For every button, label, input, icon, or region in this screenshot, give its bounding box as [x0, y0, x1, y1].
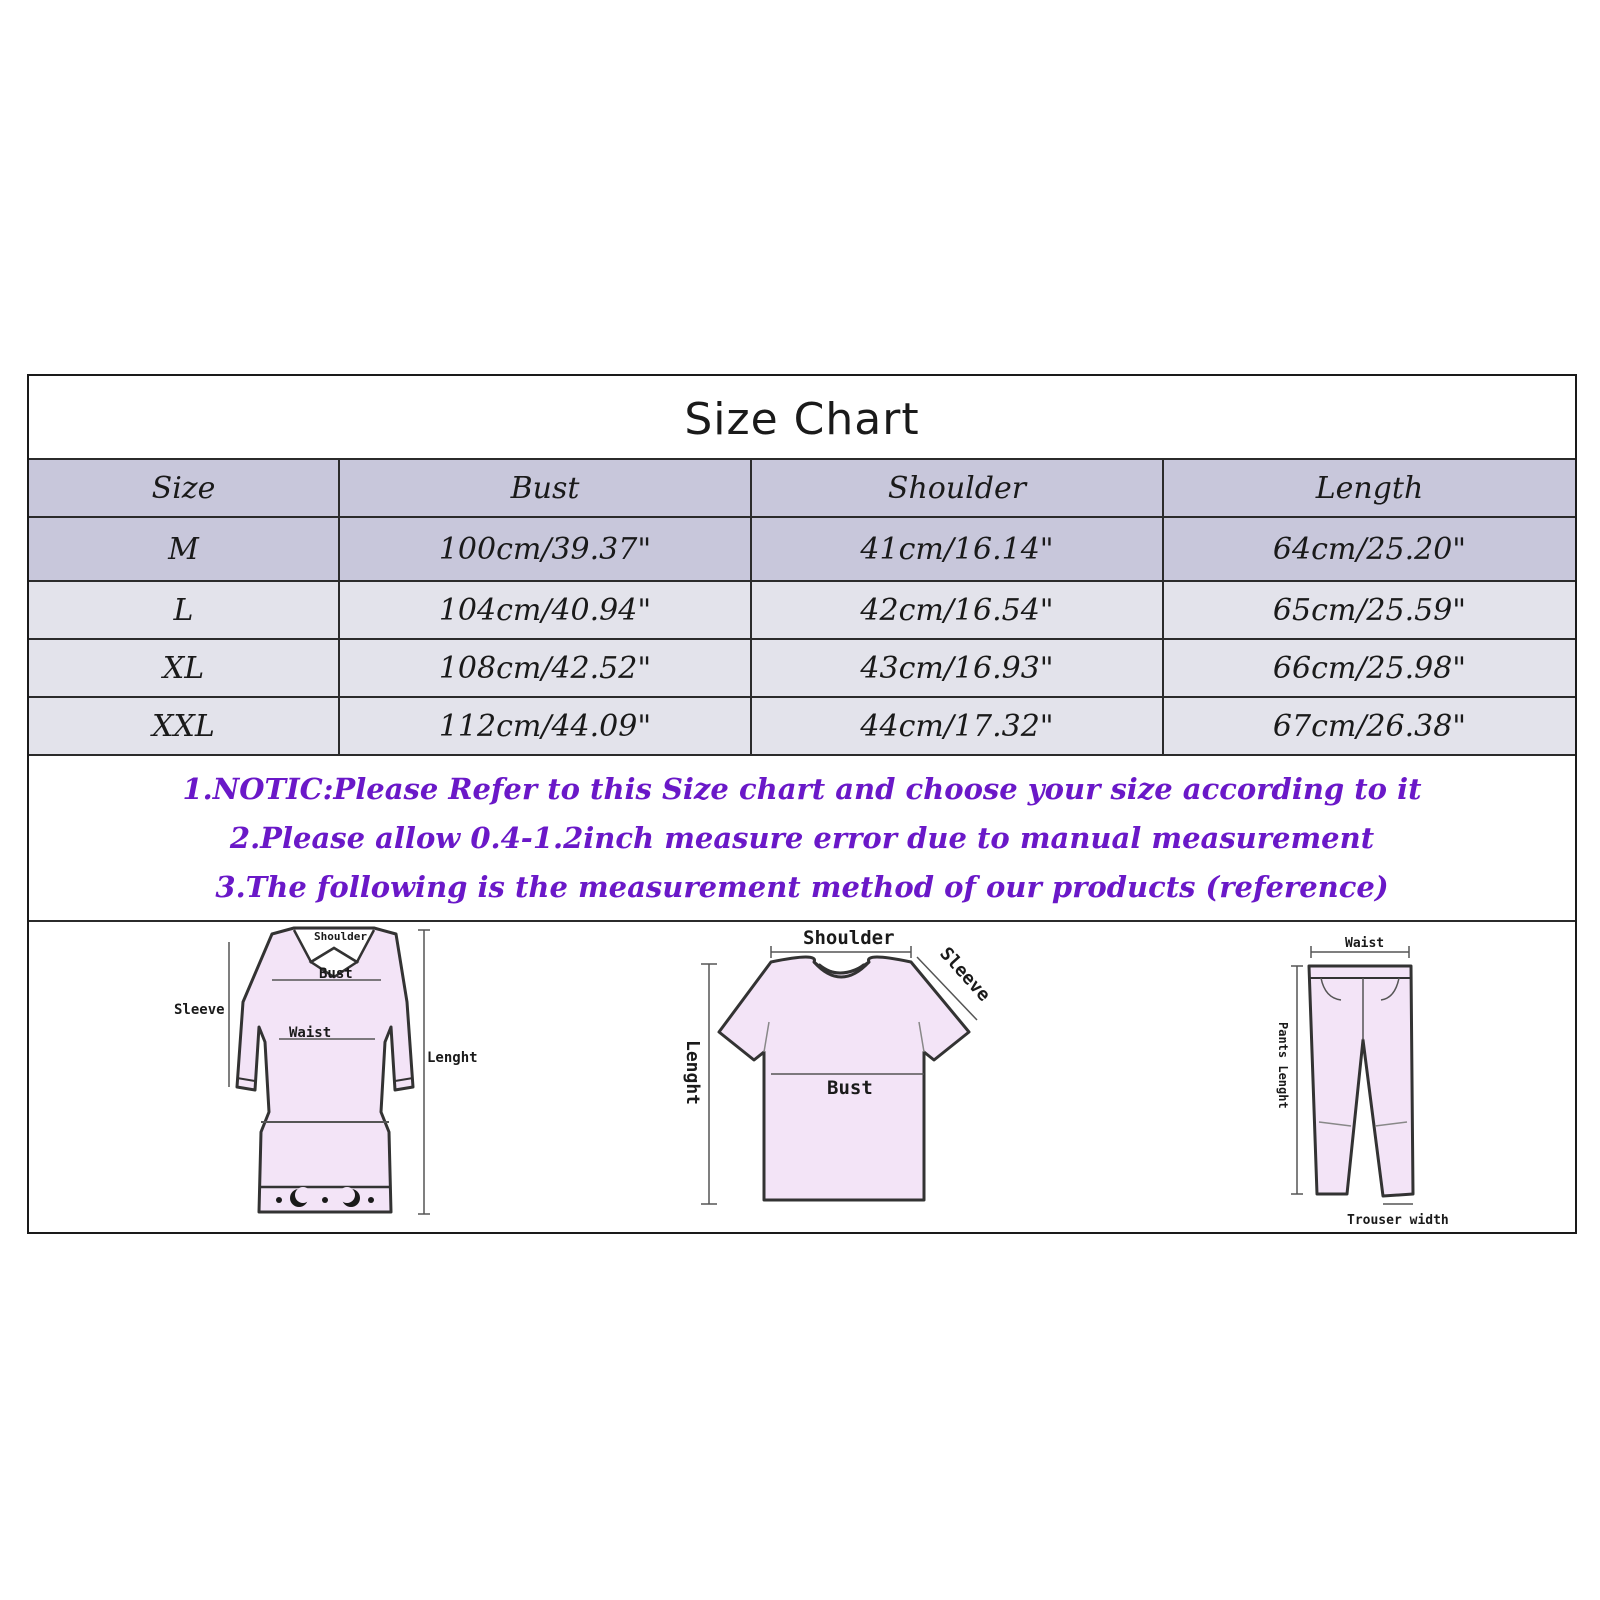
cell-bust: 104cm/40.94" [339, 581, 751, 639]
table-row [29, 639, 1575, 697]
cell-shoulder: 44cm/17.32" [751, 697, 1163, 755]
notes-section [29, 756, 1575, 922]
dress-bust-label: Bust [319, 966, 353, 982]
pants-trouser-width-label: Trouser width [1347, 1213, 1449, 1228]
dress-shoulder-label: Shoulder [314, 930, 367, 943]
pants-figure [1276, 936, 1449, 1228]
tshirt-sleeve-label: Sleeve [935, 943, 995, 1006]
tshirt-shoulder-label: Shoulder [803, 927, 895, 949]
cell-length: 67cm/26.38" [1163, 697, 1575, 755]
table-row [29, 517, 1575, 581]
table-row [29, 581, 1575, 639]
page-title: Size Chart [684, 394, 920, 445]
measurement-figures [29, 922, 1575, 1232]
tshirt-length-label: Lenght [682, 1040, 703, 1106]
cell-size: M [29, 517, 339, 581]
dress-figure [174, 928, 478, 1214]
measurement-figures-svg [29, 922, 1575, 1232]
cell-length: 66cm/25.98" [1163, 639, 1575, 697]
note-3: 3.The following is the measurement method of our products (reference) [215, 869, 1389, 904]
header-bust: Bust [339, 459, 751, 517]
note-1: 1.NOTIC:Please Refer to this Size chart and choose your size according to it [182, 771, 1422, 806]
dress-waist-label: Waist [289, 1025, 332, 1041]
cell-bust: 112cm/44.09" [339, 697, 751, 755]
table-header-row [29, 459, 1575, 517]
tshirt-bust-label: Bust [827, 1077, 873, 1099]
dress-sleeve-label: Sleeve [174, 1002, 225, 1018]
dress-length-label: Lenght [427, 1050, 478, 1066]
header-size: Size [29, 459, 339, 517]
cell-shoulder: 41cm/16.14" [751, 517, 1163, 581]
cell-size: XL [29, 639, 339, 697]
header-length: Length [1163, 459, 1575, 517]
cell-shoulder: 42cm/16.54" [751, 581, 1163, 639]
note-2: 2.Please allow 0.4-1.2inch measure error due to manual measurement [229, 820, 1375, 855]
cell-length: 64cm/25.20" [1163, 517, 1575, 581]
cell-bust: 100cm/39.37" [339, 517, 751, 581]
cell-length: 65cm/25.59" [1163, 581, 1575, 639]
header-shoulder: Shoulder [751, 459, 1163, 517]
pants-length-label: Pants Lenght [1276, 1022, 1290, 1109]
cell-size: L [29, 581, 339, 639]
cell-size: XXL [29, 697, 339, 755]
cell-bust: 108cm/42.52" [339, 639, 751, 697]
size-chart-sheet [27, 374, 1577, 1234]
tshirt-figure [682, 927, 995, 1204]
pants-waist-label: Waist [1345, 936, 1385, 951]
size-table [29, 458, 1575, 756]
cell-shoulder: 43cm/16.93" [751, 639, 1163, 697]
table-row [29, 697, 1575, 755]
